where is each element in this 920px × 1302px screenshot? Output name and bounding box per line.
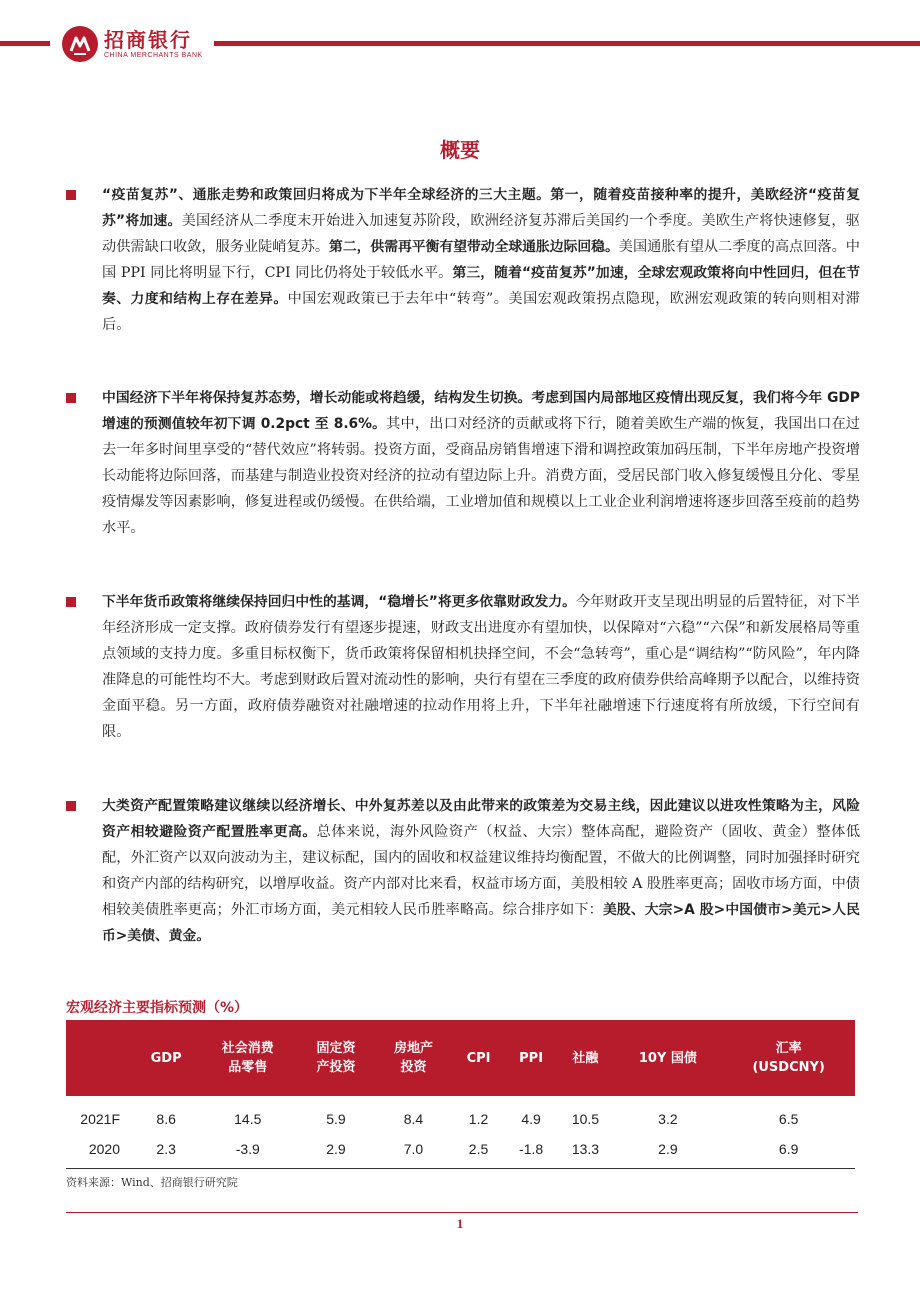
table-cell: 2021F (80, 1111, 120, 1127)
bold-text: 美股、大宗>A 股>中国债市>美元>人民币>美债、黄金。 (102, 902, 860, 944)
table-cell: 2020 (88, 1141, 120, 1157)
header-cell-ppi: PPI (505, 1020, 558, 1096)
table-cell: 8.4 (403, 1111, 424, 1127)
table-cell: 10.5 (571, 1111, 600, 1127)
header-cell-year (66, 1020, 134, 1096)
bold-text: 第二，供需再平衡有望带动全球通胀边际回稳。 (329, 239, 619, 255)
header-cell-10y: 10Y 国债 (613, 1020, 722, 1096)
summary-section-1 (66, 182, 860, 338)
header-cell-retail: 社会消费 品零售 (198, 1020, 297, 1096)
footer-rule (66, 1212, 858, 1213)
header-rule-right (214, 41, 920, 46)
table-title: 宏观经济主要指标预测（%） (66, 1000, 249, 1016)
bold-text: 中国经济下半年将保持复苏态势，增长动能或将趋缓，结构发生切换。考虑到国内局部地区疫情出现反复，我们将今年 GDP 增速的预测值较年初下调 0.2pct 至 8.6%。 (102, 390, 860, 432)
forecast-table (66, 1020, 855, 1164)
summary-paragraph (102, 589, 860, 745)
page-header (0, 0, 920, 80)
table-bottom-rule (66, 1168, 855, 1169)
page-number: 1 (456, 1216, 464, 1231)
table-cell: 3.2 (658, 1111, 678, 1127)
brand-name-en: CHINA MERCHANTS BANK (104, 52, 203, 59)
table-cell: 2.5 (468, 1141, 489, 1157)
bold-text: 第三，随着“疫苗复苏”加速，全球宏观政策将向中性回归，但在节奏、力度和结构上存在差异。 (102, 265, 861, 307)
table-cell: 13.3 (571, 1141, 600, 1157)
summary-section-2 (66, 385, 860, 541)
bold-text: 大类资产配置策略建议继续以经济增长、中外复苏差以及由此带来的政策差为交易主线，因此建议以进攻性策略为主，风险资产相较避险资产配置胜率更高。 (102, 798, 860, 840)
body-text: 其中，出口对经济的贡献或将下行，随着美欧生产端的恢复，我国出口在过去一年多时间里享受的“替代效应”将转弱。投资方面，受商品房销售增速下滑和调控政策加码压制，下半年房地产投资增长动能将边际回落，而基建与制造业投资对经济的拉动有望边际上升。消费方面，受居民部门收入修复缓慢且分化、零星疫情爆发等因素影响，修复进程或仍缓慢。在供给端，工业增加值和规模以上工业企业利润增速将逐步回落至疫前的趋势水平。 (102, 416, 860, 536)
table-cell: -1.8 (519, 1141, 544, 1157)
table-cell: 14.5 (234, 1111, 262, 1127)
bold-text: “疫苗复苏”、通胀走势和政策回归将成为下半年全球经济的三大主题。第一，随着疫苗接种率的提升，美欧经济“疫苗复苏”将加速。 (102, 187, 860, 229)
header-cell-real-estate: 房地产 投资 (375, 1020, 453, 1096)
header-cell-cpi: CPI (452, 1020, 505, 1096)
table-cell: 5.9 (326, 1111, 346, 1127)
summary-paragraph (102, 385, 860, 541)
header-cell-tsf: 社融 (557, 1020, 613, 1096)
cmb-logo-icon (62, 26, 98, 62)
header-cell-gdp: GDP (134, 1020, 198, 1096)
table-cell: 2.3 (156, 1141, 176, 1157)
table-cell: 4.9 (521, 1111, 541, 1127)
table-cell: 2.9 (658, 1141, 678, 1157)
table-row (66, 1096, 855, 1134)
header-rule-left (0, 41, 50, 46)
table-cell: 1.2 (468, 1111, 489, 1127)
square-bullet-icon (66, 801, 76, 811)
summary-section-3 (66, 589, 860, 745)
body-text: 总体来说，海外风险资产（权益、大宗）整体高配，避险资产（固收、黄金）整体低配，外汇资产以双向波动为主，建议标配，国内的固收和权益建议维持均衡配置，不做大的比例调整，同时加强择时研究和资产内部的结构研究，以增厚收益。资产内部对比来看，权益市场方面，美股相较 A 股胜率更高；固收市场方面，中债相较美债胜率更高；外汇市场方面，美元相较人民币胜率略高。综合排序如下： (102, 824, 861, 918)
header-cell-fx: 汇率 (USDCNY) (722, 1020, 855, 1096)
summary-paragraph (102, 182, 860, 338)
body-text: 美国经济从二季度末开始进入加速复苏阶段，欧洲经济复苏滞后美国约一个季度。美欧生产将快速修复，驱动供需缺口收敛，服务业陡峭复苏。 (102, 213, 860, 255)
summary-paragraph (102, 793, 860, 949)
table-cell: 2.9 (326, 1141, 346, 1157)
table-header-row (66, 1020, 855, 1096)
body-text: 美国通胀有望从二季度的高点回落。中国 PPI 同比将明显下行，CPI 同比仍将处于较低水平。 (102, 239, 860, 281)
page-title: 概要 (440, 138, 480, 162)
table-cell: 7.0 (403, 1141, 424, 1157)
table-cell: 6.9 (778, 1141, 799, 1157)
body-text: 今年财政开支呈现出明显的后置特征，对下半年经济形成一定支撑。政府债券发行有望逐步提速，财政支出进度亦有望加快，以保障对“六稳”“六保”和新发展格局等重点领域的支持力度。多重目标权衡下，货币政策将保留相机抉择空间，不会“急转弯”，重心是“调结构”“防风险”，年内降准降息的可能性均不大。考虑到财政后置对流动性的影响，央行有望在三季度的政府债券供给高峰期予以配合，以维持资金面平稳。另一方面，政府债券融资对社融增速的拉动作用将上升，下半年社融增速下行速度将有所放缓，下行空间有限。 (102, 594, 860, 740)
table-cell: 6.5 (778, 1111, 799, 1127)
square-bullet-icon (66, 190, 76, 200)
body-text: 中国宏观政策已于去年中“转弯”。美国宏观政策拐点隐现，欧洲宏观政策的转向则相对滞后。 (102, 291, 860, 333)
table-cell: -3.9 (235, 1141, 260, 1157)
table-source: 资料来源：Wind、招商银行研究院 (66, 1176, 238, 1189)
square-bullet-icon (66, 393, 76, 403)
bold-text: 下半年货币政策将继续保持回归中性的基调，“稳增长”将更多依靠财政发力。 (102, 594, 576, 610)
table-cell: 8.6 (156, 1111, 176, 1127)
brand-name-cn: 招商银行 (104, 28, 192, 52)
header-cell-fai: 固定资 产投资 (297, 1020, 375, 1096)
square-bullet-icon (66, 597, 76, 607)
table-row (66, 1134, 855, 1164)
summary-section-4 (66, 793, 860, 949)
